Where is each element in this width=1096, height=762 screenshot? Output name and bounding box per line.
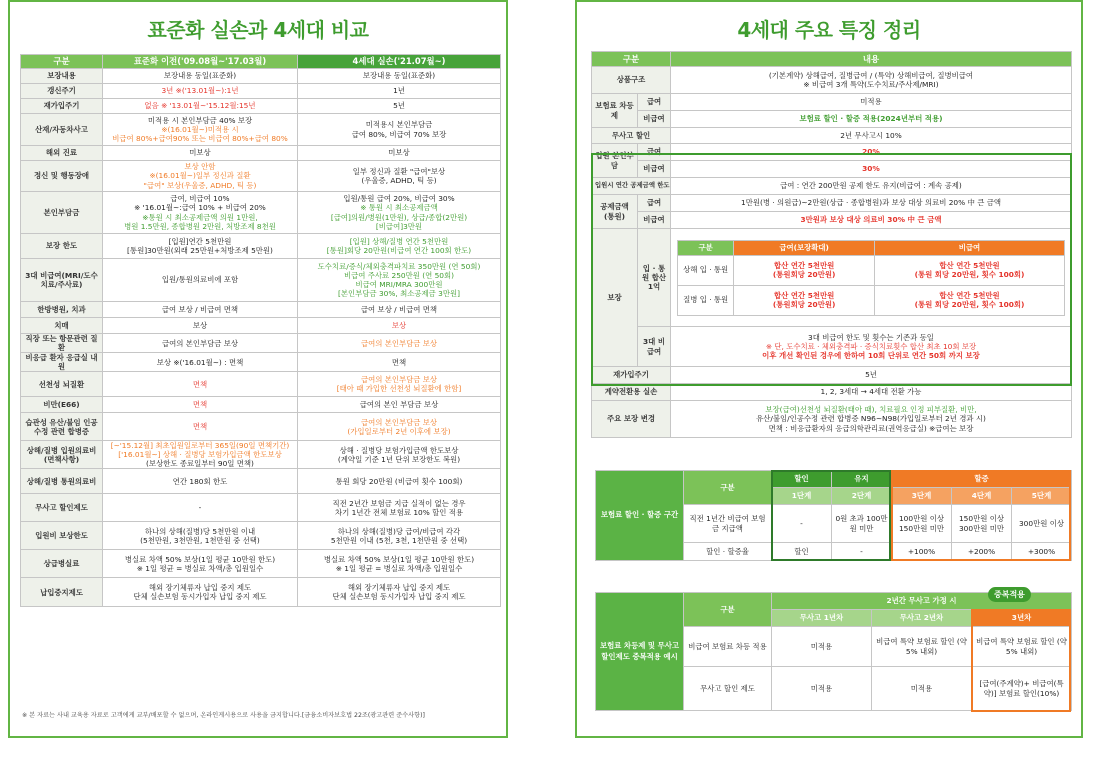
cell-line: 비급여 MRI/MRA 300만원 xyxy=(355,280,443,289)
row-category: 상해/질병 입원의료비(면책사항) xyxy=(21,441,103,469)
cell-line: 입원/통원의료비에 포함 xyxy=(161,275,239,285)
year-2: 무사고 2년차 xyxy=(872,610,972,627)
cell-line: 급여의 본인부담금 보상 xyxy=(360,375,438,385)
no-claim-year-3: [급여(주계약)+ 비급여(특약)] 보험료 할인(10%) xyxy=(972,667,1072,711)
coverage-injury-label: 상해 입 · 통원 xyxy=(678,255,734,285)
coverage-label: 보장 xyxy=(592,229,638,367)
cell-line: 급여의 본인부담금 보상 xyxy=(360,338,438,348)
nonpay-diff-year-3: 비급여 특약 보험료 할인 (약 5% 내외) xyxy=(972,627,1072,667)
cell-line: 면책 xyxy=(192,379,208,389)
before-value xyxy=(103,550,298,578)
cell-line: 도수치료/증식/체외충격파치료 350만원 (연 50회) xyxy=(317,261,481,271)
group-surcharge: 할증 xyxy=(892,471,1072,488)
cell-line: (보상한도 종료일부터 90일 면책) xyxy=(146,459,254,469)
row-category: 한방병원, 치과 xyxy=(21,302,103,318)
before-value xyxy=(103,469,298,494)
rate-label: 할인 · 할증율 xyxy=(684,543,772,561)
rate-stage-4: +200% xyxy=(952,543,1012,561)
outpatient-sub-nonpay: 비급여 xyxy=(638,212,671,229)
table-row xyxy=(21,469,501,494)
row-category: 선천성 뇌질환 xyxy=(21,372,103,397)
outpatient-sub-pay: 급여 xyxy=(638,195,671,212)
cell-line: 보장내용 동일(표준화) xyxy=(362,71,436,81)
cell-line: [본인부담금 30%, 최소공제금 3만원] xyxy=(338,289,460,299)
big3-label: 3대 비급여 xyxy=(638,327,671,367)
cell-line: ※ 1일 평균 = 병실료 차액/총 입원일수 xyxy=(335,563,463,573)
cell-line: [통원]30만원(외래 25만원+처방조제 5만원) xyxy=(127,246,273,255)
row-category: 보장 한도 xyxy=(21,234,103,259)
gen4-value xyxy=(298,146,501,161)
cell-line: ※ 1일 평균 = 병실료 차액/총 입원일수 xyxy=(136,563,264,573)
gen4-value xyxy=(298,413,501,441)
right-title: 4세대 주요 특징 정리 xyxy=(737,18,921,42)
cell-line: 3년 ※('13.01월~):1년 xyxy=(161,86,239,96)
before-value xyxy=(103,302,298,318)
no-claim-year-1: 미적용 xyxy=(772,667,872,711)
cell-line: 급여의 본인 부담금 보상 xyxy=(359,400,439,410)
gen4-value xyxy=(298,353,501,372)
nonpay-diff-year-1: 미적용 xyxy=(772,627,872,667)
row-category: 습관성 유산/불임 인공수정 관련 합병증 xyxy=(21,413,103,441)
cell-line: 없음 ※ '13.01월~'15.12월:15년 xyxy=(144,101,256,111)
table-row xyxy=(21,114,501,146)
before-value xyxy=(103,578,298,607)
year-3: 3년차 xyxy=(972,610,1072,627)
before-value xyxy=(103,522,298,550)
cell-line: [입원] 상해/질병 연간 5천만원 xyxy=(349,236,449,246)
cell-line: (우울증, ADHD, 틱 등) xyxy=(361,176,437,185)
row-category: 3대 비급여(MRI/도수치료/주사료) xyxy=(21,259,103,302)
cell-line: 면책 xyxy=(192,400,208,410)
outpatient-label: 공제금액(통원) xyxy=(592,195,638,229)
stage-4: 4단계 xyxy=(952,488,1012,505)
hosp-copay-pay-value: 20% xyxy=(671,144,1072,161)
features-table xyxy=(591,51,1072,438)
before-value xyxy=(103,146,298,161)
group-keep: 유지 xyxy=(832,471,892,488)
table-row xyxy=(21,494,501,522)
row-category: 납입중지제도 xyxy=(21,578,103,607)
paid-stage-4: 150만원 이상 300만원 미만 xyxy=(952,505,1012,543)
cell-line: (계약일 기준 1년 단위 보장한도 복원) xyxy=(337,454,461,464)
cell-line: ※(16.01월~)일부 정신과 질환 xyxy=(149,171,251,181)
cell-line: - xyxy=(198,503,202,513)
cell-line: 급여의 본인부담금 보상 xyxy=(360,417,438,427)
cell-line: 하나의 상해(질병)당 5천만원 이내 xyxy=(144,526,256,536)
cell-line: ※ '16.01월~:급여 10% + 비급여 20% xyxy=(134,203,266,213)
table-row xyxy=(21,353,501,372)
rate-stage-5: +300% xyxy=(1012,543,1072,561)
table-row xyxy=(21,578,501,607)
year-1: 무사고 1년차 xyxy=(772,610,872,627)
table-row xyxy=(21,99,501,114)
cell-line: 급여 보상 / 비급여 면책 xyxy=(161,304,239,314)
cell-line: 보상 xyxy=(391,320,407,330)
conversion-value: 1, 2, 3세대 → 4세대 전환 가능 xyxy=(671,384,1072,401)
coverage-illness-pay: 합산 연간 5천만원 (통원회당 20만원) xyxy=(734,285,875,315)
table-row xyxy=(21,302,501,318)
combined-section xyxy=(595,592,1071,711)
footnote: ※ 본 자료는 사내 교육용 자료로 고객에게 교부/배포할 수 없으며, 온라인게시용으로 사용을 금지합니다.[금융소비자보호법 22조(광고관련 준수사항)] xyxy=(22,712,425,719)
gen4-value xyxy=(298,84,501,99)
cell-line: 상해 · 질병당 보험가입금액 한도보상 xyxy=(339,445,459,455)
nonpay-diff-year-2: 비급여 특약 보험료 할인 (약 5% 내외) xyxy=(872,627,972,667)
table-row xyxy=(21,318,501,334)
no-claim-discount-label: 무사고 할인 제도 xyxy=(684,667,772,711)
coverage-inner-header-category: 구분 xyxy=(678,240,734,255)
cell-line: 급여 보상 / 비급여 면책 xyxy=(360,304,438,314)
gen4-value xyxy=(298,318,501,334)
stage-2: 2단계 xyxy=(832,488,892,505)
combined-top-header: 2년간 무사고 가정 시 xyxy=(772,593,1072,610)
cell-line: 보상 xyxy=(192,320,208,330)
cell-line: 비급여 80%+급여90% 또는 비급여 80%+급여 80% xyxy=(112,134,288,144)
table-row xyxy=(21,84,501,99)
surcharge-table xyxy=(595,470,1072,561)
right-panel xyxy=(575,0,1083,738)
surcharge-section xyxy=(595,470,1071,561)
cell-line: ※(16.01월~)미적용 시 xyxy=(161,124,239,134)
combined-table xyxy=(595,592,1072,711)
before-value xyxy=(103,372,298,397)
gen4-value xyxy=(298,550,501,578)
row-category: 비응급 환자 응급실 내원 xyxy=(21,353,103,372)
before-value xyxy=(103,99,298,114)
gen4-value xyxy=(298,234,501,259)
cell-line: 미보상 xyxy=(388,148,410,158)
product-structure-label: 상품구조 xyxy=(592,67,671,94)
cell-line: 미보상 xyxy=(189,148,211,158)
comparison-table xyxy=(20,54,501,607)
before-value xyxy=(103,413,298,441)
premium-diff-sub-nonpay: 비급여 xyxy=(638,111,671,128)
coverage-illness-label: 질병 입 · 통원 xyxy=(678,285,734,315)
premium-diff-sub-pay: 급여 xyxy=(638,94,671,111)
premium-diff-nonpay-value: 보험료 할인 · 할증 적용(2024년부터 적용) xyxy=(671,111,1072,128)
gen4-value xyxy=(298,161,501,192)
premium-diff-pay-value: 미적용 xyxy=(671,94,1072,111)
coverage-group-label: 입 · 통원 합산 1억 xyxy=(638,229,671,327)
cell-line: 1년 xyxy=(393,86,405,96)
gen4-value xyxy=(298,522,501,550)
rate-stage-3: +100% xyxy=(892,543,952,561)
cell-line: 하나의 상해(질병)당 급여/비급여 각각 xyxy=(337,526,461,536)
before-value xyxy=(103,161,298,192)
features-header-content: 내용 xyxy=(671,52,1072,67)
features-header-category: 구분 xyxy=(592,52,671,67)
cell-line: [비급여]3만원 xyxy=(375,221,423,231)
gen4-value xyxy=(298,192,501,234)
cell-line: 일부 정신과 질환 "급여"보상 xyxy=(352,166,446,176)
hosp-copay-nonpay-value: 30% xyxy=(671,161,1072,178)
big3-value: 3대 비급여 한도 및 횟수는 기존과 동일 ※ 단, 도수치료 · 체외충격파 · 증식치료횟수 합산 최초 10회 보장 이후 개선 확인된 경우에 한하여 10회 단위로 연간 50회 까지 보장 xyxy=(671,327,1072,367)
hosp-copay-sub-pay: 급여 xyxy=(638,144,671,161)
table-row xyxy=(21,522,501,550)
before-value xyxy=(103,234,298,259)
row-category: 입원비 보상한도 xyxy=(21,522,103,550)
cell-line: [급여]의원/병원(1만원), 상급/종합(2만원) xyxy=(330,212,468,222)
coverage-injury-nonpay: 합산 연간 5천만원 (통원 회당 20만원, 횟수 100회) xyxy=(875,255,1065,285)
cell-line: [태아 때 가입한 선천성 뇌질환에 한함] xyxy=(336,384,462,394)
nonpay-diff-label: 비급여 보험료 차등 적용 xyxy=(684,627,772,667)
coverage-illness-nonpay: 합산 연간 5천만원 (통원 회당 20만원, 횟수 100회) xyxy=(875,285,1065,315)
cell-line: 해외 장기체류자 납입 중지 제도 xyxy=(148,583,252,593)
combined-section-label: 보험료 차등제 및 무사고 할인제도 중복적용 예시 xyxy=(596,593,684,711)
row-category: 산재/자동차사고 xyxy=(21,114,103,146)
cell-line: 연간 180회 한도 xyxy=(172,476,228,486)
outpatient-pay-value: 1만원(병 · 의원급)~2만원(상급 · 종합병원)과 보상 대상 의료비 20% 中 큰 금액 xyxy=(671,195,1072,212)
cell-line: 보장내용 동일(표준화) xyxy=(163,71,237,81)
before-value xyxy=(103,441,298,469)
cell-line: 통원 회당 20만원 (비급여 횟수 100회) xyxy=(335,476,463,486)
cell-line: 병원 1.5만원, 종합병원 2만원, 처방조제 8천원 xyxy=(124,221,276,231)
hosp-copay-sub-nonpay: 비급여 xyxy=(638,161,671,178)
gen4-value xyxy=(298,99,501,114)
cell-line: 보상 안함 xyxy=(184,162,216,172)
before-value xyxy=(103,353,298,372)
coverage-injury-pay: 합산 연간 5천만원 (통원회당 20만원) xyxy=(734,255,875,285)
cell-line: 해외 장기체류자 납입 중지 제도 xyxy=(347,583,451,593)
gen4-value xyxy=(298,334,501,353)
row-category: 치매 xyxy=(21,318,103,334)
coverage-inner-table xyxy=(677,240,1065,316)
no-claim-value: 2년 무사고시 10% xyxy=(671,128,1072,144)
cell-line: 단체 실손보험 동시가입자 납입 중지 제도 xyxy=(133,592,267,602)
row-category: 본인부담금 xyxy=(21,192,103,234)
before-value xyxy=(103,84,298,99)
before-value xyxy=(103,494,298,522)
gen4-value xyxy=(298,69,501,84)
stage-5: 5단계 xyxy=(1012,488,1072,505)
cell-line: [~'15.12월] 최초입원일로부터 365일(90일 면책기간) xyxy=(110,441,290,451)
cell-line: 병실료 차액 50% 보상(1일 평균 10만원 한도) xyxy=(323,554,475,564)
cell-line: 5년 xyxy=(393,101,405,111)
row-category: 보장내용 xyxy=(21,69,103,84)
renewal-label: 재가입주기 xyxy=(592,367,671,384)
hosp-limit-value: 급여 : 연간 200만원 공제 한도 유지(비급여 : 계속 공제) xyxy=(671,178,1072,195)
cell-line: "급여" 보상(우울증, ADHD, 틱 등) xyxy=(143,180,257,190)
table-row xyxy=(21,161,501,192)
gen4-value xyxy=(298,259,501,302)
col-header-4th-gen: 4세대 실손('21.07월~) xyxy=(298,55,501,69)
duplicate-apply-badge: 중복적용 xyxy=(988,587,1031,602)
left-title: 표준화 실손과 4세대 비교 xyxy=(147,18,369,42)
gen4-value xyxy=(298,372,501,397)
hosp-limit-label: 입원시 연간 공제금액 한도 xyxy=(592,178,671,195)
table-row xyxy=(21,397,501,413)
col-header-before: 표준화 이전('09.08월~'17.03월) xyxy=(103,55,298,69)
row-category: 무사고 할인제도 xyxy=(21,494,103,522)
product-structure-value: (기본계약) 상해급여, 질병급여 / (특약) 상해비급여, 질병비급여 ※ 비급여 3개 특약(도수치료/주사제/MRI) xyxy=(671,67,1072,94)
changes-label: 주요 보장 변경 xyxy=(592,401,671,438)
gen4-value xyxy=(298,494,501,522)
table-row xyxy=(21,372,501,397)
cell-line: 미적용 시 본인부담금 40% 보장 xyxy=(147,115,253,125)
cell-line: 면책 xyxy=(391,357,407,367)
cell-line: 5천만원 이내 (5천, 3천, 1천만원 중 선택) xyxy=(330,535,468,545)
paid-stage-5: 300만원 이상 xyxy=(1012,505,1072,543)
rate-stage-1: 할인 xyxy=(772,543,832,561)
table-row xyxy=(21,192,501,234)
cell-line: [통원]회당 20만원(비급여 연간 100회 한도) xyxy=(326,246,472,255)
cell-line: 차기 1년간 전체 보험료 10% 할인 적용 xyxy=(334,507,464,517)
before-value xyxy=(103,259,298,302)
combined-col-label: 구분 xyxy=(684,593,772,627)
row-category: 비만(E66) xyxy=(21,397,103,413)
table-row xyxy=(21,550,501,578)
cell-line: ['16.01월~] 상해 · 질병당 보험가입금액 한도보상 xyxy=(118,450,282,460)
stage-3: 3단계 xyxy=(892,488,952,505)
rate-stage-2: - xyxy=(832,543,892,561)
paid-amount-label: 직전 1년간 비급여 보험금 지급액 xyxy=(684,505,772,543)
renewal-value: 5년 xyxy=(671,367,1072,384)
hosp-copay-label: 입원 본인부담 xyxy=(592,144,638,178)
premium-diff-label: 보험료 차등제 xyxy=(592,94,638,128)
row-category: 상해/질병 통원의료비 xyxy=(21,469,103,494)
table-row xyxy=(21,334,501,353)
conversion-label: 계약전환용 실손 xyxy=(592,384,671,401)
cell-line: [입원]연간 5천만원 xyxy=(168,236,232,246)
before-value xyxy=(103,318,298,334)
cell-line: ※ 통원 시 최소공제금액 xyxy=(360,203,438,213)
cell-line: 미적용시 본인부담금 xyxy=(365,120,433,130)
surcharge-section-label: 보험료 할인 · 할증 구간 xyxy=(596,471,684,561)
gen4-value xyxy=(298,441,501,469)
before-value xyxy=(103,69,298,84)
no-claim-year-2: 미적용 xyxy=(872,667,972,711)
changes-value: 보장(급여)선천성 뇌질환(태아 때), 치료필요 인정 피부질환, 비만, 유산/불임/인공수정 관련 합병증 N96~N98(가입일로부터 2년 경과 시) 면책 : 비응급환자의 응급의학관리료(권역응급실) ※급여는 보장 xyxy=(671,401,1072,438)
left-panel xyxy=(8,0,508,738)
cell-line: 면책 xyxy=(192,422,208,432)
cell-line: 입원/통원 급여 20%, 비급여 30% xyxy=(343,194,455,204)
before-value xyxy=(103,397,298,413)
gen4-value xyxy=(298,302,501,318)
stage-1: 1단계 xyxy=(772,488,832,505)
before-value xyxy=(103,334,298,353)
cell-line: ※통원 시 최소공제금액 의원 1만원, xyxy=(142,212,258,222)
cell-line: 직전 2년간 보험금 지급 실적이 없는 경우 xyxy=(332,498,466,508)
table-row xyxy=(21,441,501,469)
cell-line: 보상 ※('16.01월~) : 면책 xyxy=(156,357,244,367)
col-header-category: 구분 xyxy=(21,55,103,69)
table-row xyxy=(21,69,501,84)
outpatient-nonpay-value: 3만원과 보상 대상 의료비 30% 中 큰 금액 xyxy=(671,212,1072,229)
cell-line: 단체 실손보험 동시가입자 납입 중지 제도 xyxy=(332,592,466,602)
surcharge-col-label: 구분 xyxy=(684,471,772,505)
cell-line: 급여 80%, 비급여 70% 보장 xyxy=(351,129,447,139)
row-category: 갱신주기 xyxy=(21,84,103,99)
cell-line: 비급여 주사료 250만원 (연 50회) xyxy=(343,270,455,280)
table-row xyxy=(21,413,501,441)
before-value xyxy=(103,114,298,146)
row-category: 해외 진료 xyxy=(21,146,103,161)
paid-stage-3: 100만원 이상 150만원 미만 xyxy=(892,505,952,543)
cell-line: (5천만원, 3천만원, 1천만원 중 선택) xyxy=(140,535,260,545)
cell-line: 급여의 본인부담금 보상 xyxy=(161,338,239,348)
no-claim-label: 무사고 할인 xyxy=(592,128,671,144)
table-row xyxy=(21,234,501,259)
row-category: 정신 및 행동장애 xyxy=(21,161,103,192)
table-row xyxy=(21,146,501,161)
group-discount: 할인 xyxy=(772,471,832,488)
coverage-inner-header-pay: 급여(보장확대) xyxy=(734,240,875,255)
cell-line: (가입일로부터 2년 이후에 보장) xyxy=(347,426,451,436)
before-value xyxy=(103,192,298,234)
coverage-inner-header-nonpay: 비급여 xyxy=(875,240,1065,255)
gen4-value xyxy=(298,114,501,146)
table-row xyxy=(21,259,501,302)
cell-line: 급여, 비급여 10% xyxy=(170,194,230,204)
gen4-value xyxy=(298,397,501,413)
gen4-value xyxy=(298,578,501,607)
row-category: 재가입주기 xyxy=(21,99,103,114)
coverage-inner-cell xyxy=(671,229,1072,327)
cell-line: 병실료 차액 50% 보상(1일 평균 10만원 한도) xyxy=(124,554,276,564)
paid-stage-1: - xyxy=(772,505,832,543)
row-category: 직장 또는 항문관련 질환 xyxy=(21,334,103,353)
row-category: 상급병실료 xyxy=(21,550,103,578)
gen4-value xyxy=(298,469,501,494)
paid-stage-2: 0원 초과 100만원 미만 xyxy=(832,505,892,543)
